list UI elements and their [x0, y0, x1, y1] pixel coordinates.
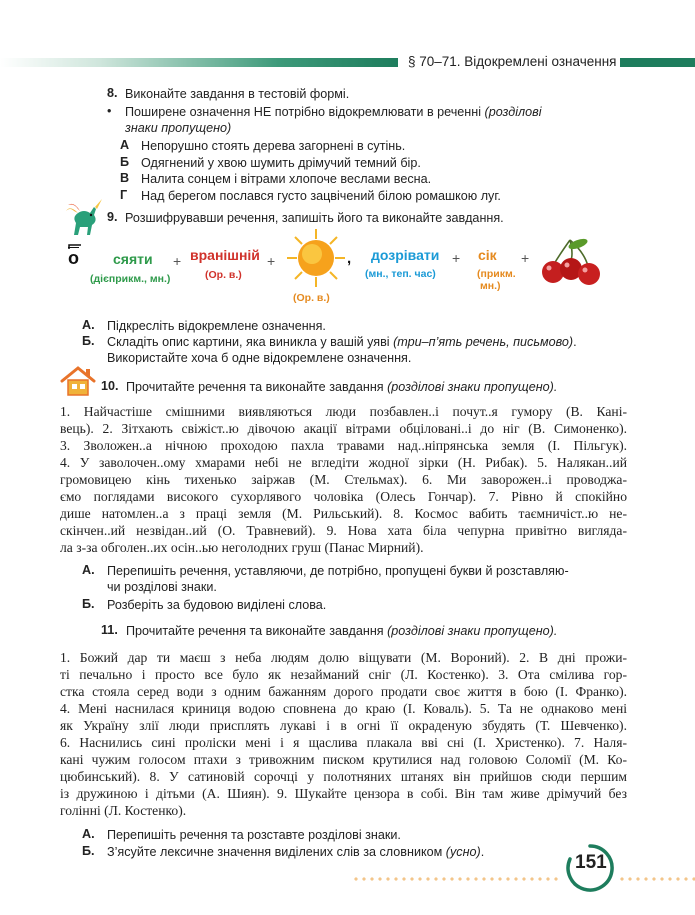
- rebus-note-4b: мн.): [480, 280, 501, 292]
- test-question-note: знаки пропущено): [125, 121, 232, 135]
- text-line: вець). 2. Зітхають свіжіст..ю дівочою акації вітрами обціловані..і до ніг (В. Симоненко).: [60, 421, 627, 436]
- task-letter: Б.: [82, 844, 95, 858]
- rebus-comma: ,: [347, 250, 352, 267]
- task-item: Розберіть за будовою виділені слова.: [107, 598, 327, 612]
- task-text: Розшифрувавши речення, запишіть його та виконайте завдання.: [125, 211, 504, 225]
- task-number: 8.: [107, 86, 118, 100]
- option-letter: А: [120, 138, 130, 152]
- sun-note: (Ор. в.): [293, 292, 330, 304]
- header-decor-bar-right: [620, 58, 695, 67]
- task-item: Складіть опис картини, яка виникла у вашій уяві (три–п’ять речень, письмово).: [107, 335, 577, 349]
- task-letter: А.: [82, 318, 95, 332]
- rebus-note-3: (мн., теп. час): [365, 268, 436, 280]
- text-line: 4. Мені наснилася криниця водою сповнена до краю (І. Коваль). 5. Та не однаково мені: [60, 701, 627, 716]
- option-text: Одягнений у хвою шумить дрімучий темний бір.: [141, 156, 421, 170]
- rebus-word-1: сяяти: [113, 251, 153, 267]
- text-line: голінні (Л. Костенко).: [60, 803, 187, 818]
- text-line: скінчен..ий незвідан..ий (О. Травневий). 9. Нова хата біла чепурна привітно вигляда-: [60, 523, 627, 538]
- plus-sign: +: [173, 253, 182, 269]
- task-item: Перепишіть речення та розставте розділові знаки.: [107, 828, 401, 842]
- text-line: цюбинський). 8. У сатиновій сорочці у полотняних штанях він прийшов сюди першим: [60, 769, 627, 784]
- option-text: Непорушно стоять дерева загорнені в сутінь.: [141, 139, 406, 153]
- text-line: 3. Зволожен..а нічною проходою пахла травами над..ніпрянська земля (І. Пільгук).: [60, 438, 627, 453]
- cherry-icon: [540, 236, 604, 286]
- text-line: ла з-за обголен..их осін..ью неголодних груш (Панас Мирний).: [60, 540, 424, 555]
- task-number: 9.: [107, 210, 118, 224]
- text-line: дише натомлен..а з праці земля (М. Рильський). 8. Космос вабить таємничіст..ю не-: [60, 506, 627, 521]
- task-text: Прочитайте речення та виконайте завдання (розділові знаки пропущено).: [126, 380, 558, 394]
- task-number: 10.: [101, 379, 119, 393]
- task-letter: А.: [82, 563, 95, 577]
- plus-sign: +: [452, 250, 461, 266]
- footer-dots-right: [618, 877, 695, 881]
- task-item-cont: Використайте хоча б одне відокремлене означення.: [107, 351, 412, 365]
- task-number: 11.: [101, 623, 118, 637]
- task-item-cont: чи розділові знаки.: [107, 580, 217, 594]
- task-letter: Б.: [82, 597, 95, 611]
- bullet: •: [107, 104, 112, 118]
- task-text: Виконайте завдання в тестовій формі.: [125, 87, 350, 101]
- rebus-note-1: (дієприкм., мн.): [90, 273, 171, 285]
- home-icon: [60, 365, 96, 397]
- test-question: Поширене означення НЕ потрібно відокремлювати в реченні (розділові: [125, 105, 542, 119]
- option-text: Над берегом послався густо зацвічений білою ромашкою луг.: [141, 189, 501, 203]
- sun-icon: [285, 227, 347, 289]
- rebus-letter-o: о: [68, 248, 79, 268]
- text-line: громовицею кінь тихенько заіржав (М. Стельмах). 6. Ми заворожен..і проводжа-: [60, 472, 627, 487]
- text-line: ті печально і просто все було як незайманий сніг (Л. Костенко). 3. Ота смілива гор-: [60, 667, 627, 682]
- option-letter: Г: [120, 188, 128, 202]
- unicorn-icon: [60, 197, 106, 243]
- text-line: 1. Божий дар ти маєш з неба людям долю віщувати (М. Вороний). 2. В дні прожи-: [60, 650, 627, 665]
- section-title: § 70–71. Відокремлені означення: [408, 54, 617, 69]
- task-text: Прочитайте речення та виконайте завдання (розділові знаки пропущено).: [126, 624, 558, 638]
- text-line: як Україну злії люди присплять лукаві і в огні її окраденую збудять (Т. Шевченко).: [60, 718, 627, 733]
- footer-dots: [352, 877, 562, 881]
- rebus-note-2: (Ор. в.): [205, 269, 242, 281]
- option-text: Налита сонцем і вітрами хлопоче веслами весна.: [141, 172, 432, 186]
- header-decor-bar: [0, 58, 398, 67]
- text-line: із дружиною і дітьми (А. Шиян). 9. Шукайте цензора в собі. Він там живе дрімучий без: [60, 786, 627, 801]
- text-line: 4. У заволочен..ому хмарами небі не вгледіти жодної зірки (Н. Рибак). 5. Налякан..ий: [60, 455, 627, 470]
- rebus-word-4: сік: [478, 247, 497, 263]
- plus-sign: +: [267, 253, 276, 269]
- text-line: 6. Наснились сині пролiски мені і я щаслива плакала вві сні (І. Христенко). 7. Наля-: [60, 735, 627, 750]
- rebus-note-4a: (прикм.: [477, 268, 516, 280]
- text-line: стка стояла серед води з одним бажанням дорого продати своє життя в бою (І. Франко).: [60, 684, 627, 699]
- task-item: Підкресліть відокремлене означення.: [107, 319, 326, 333]
- text-line: 1. Найчастіше смішними виявляються люди позбавлен..і почут..я гумору (В. Кані-: [60, 404, 627, 419]
- rebus-word-2: вранішній: [190, 247, 260, 263]
- page-number: 151: [575, 852, 607, 873]
- plus-sign: +: [521, 250, 530, 266]
- task-letter: А.: [82, 827, 95, 841]
- task-item: З’ясуйте лексичне значення виділених слів за словником (усно).: [107, 845, 485, 859]
- text-line: кані чужим голосом птахи з тривожним писком крутилися над головою Соломії (М. Ко-: [60, 752, 627, 767]
- option-letter: Б: [120, 155, 130, 169]
- rebus-word-3: дозрівати: [371, 247, 440, 263]
- option-letter: В: [120, 171, 130, 185]
- task-letter: Б.: [82, 334, 95, 348]
- text-line: ємо поглядами високого сухорлявого чоловіка (Олесь Гончар). 7. Рівно й спокійно: [60, 489, 627, 504]
- rebus-overline: [68, 244, 82, 250]
- task-item: Перепишіть речення, уставляючи, де потрібно, пропущені букви й розставляю-: [107, 564, 569, 578]
